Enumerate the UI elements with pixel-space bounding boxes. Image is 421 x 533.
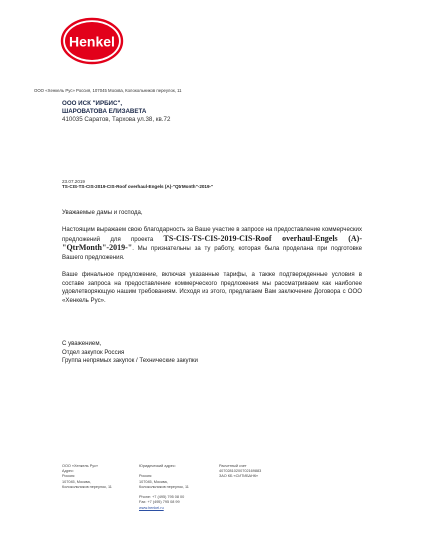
letter-reference: TS-CIS-TS-CIS-2019-CIS-Roof overhaul-Engels (A)-"QtrMonth"-2019-" bbox=[62, 184, 214, 189]
closing-regards: С уважением, bbox=[62, 340, 102, 347]
letter-body bbox=[62, 209, 362, 314]
closing-group: Группа непрямых закупок / Технические закупки bbox=[62, 357, 198, 365]
closing-department: Отдел закупок Россия bbox=[62, 348, 125, 356]
footer-line: Колокольников переулок, 11 bbox=[139, 484, 189, 489]
footer-fax: Fax: +7 (495) 795 08 99 bbox=[139, 500, 180, 505]
recipient-block bbox=[62, 100, 170, 124]
footer-line: Россия bbox=[139, 474, 152, 479]
recipient-address: 410035 Саратов, Тархова ул.38, кв.72 bbox=[62, 116, 171, 123]
greeting: Уважаемые дамы и господа, bbox=[62, 209, 143, 216]
letter-date: 23.07.2019 bbox=[62, 179, 85, 184]
footer-line: Расчетный счет bbox=[219, 464, 247, 468]
paragraph-thanks-end: . Мы признательны за ту работу, которая была проделана при подготовке Вашего предложения. bbox=[62, 245, 362, 261]
recipient-organization: ООО ИСК "ИРБИС", bbox=[62, 100, 123, 107]
footer-line: 107045, Москва, bbox=[62, 479, 91, 484]
recipient-person: ШАРОВАТОВА ЕЛИЗАВЕТА bbox=[62, 108, 147, 115]
henkel-logo bbox=[60, 16, 124, 66]
paragraph-offer: Ваше финальное предложение, включая указанные тарифы, а также подтвержденные условия в составе запроса на предоставление коммерческого предложения мы рассматриваем как наиболее удовлетворяющую нашим требованиям. Исходя из этого, предлагаем Вам заключение Договора с ООО «Хенкель Рус». bbox=[62, 271, 362, 304]
henkel-logo-icon bbox=[60, 16, 124, 66]
footer-website-link[interactable]: www.henkel.ru bbox=[139, 505, 164, 510]
logo-text: Henkel bbox=[69, 33, 115, 50]
footer-line: Россия bbox=[62, 474, 75, 479]
footer-line: 40702810200702169883 bbox=[219, 469, 262, 474]
footer-line: Колокольников переулок, 11 bbox=[62, 484, 112, 489]
closing-block bbox=[62, 340, 198, 366]
paragraph-thanks bbox=[62, 226, 362, 262]
footer-line: ООО «Хенкель Рус» bbox=[62, 464, 99, 468]
footer-phone: Phone: +7 (495) 795 08 00 bbox=[139, 495, 185, 500]
footer-line: Адрес: bbox=[62, 469, 74, 474]
footer-legal-heading: Юридический адрес: bbox=[139, 464, 176, 468]
footer-column-bank bbox=[219, 464, 261, 480]
sender-address-line: ООО «Хенкель Рус» Россия, 107045 Москва, Колокольников переулок, 11 bbox=[34, 88, 182, 93]
paragraph-thanks-start: Настоящим выражаем свою благодарность за Ваше участие в запросе на предоставление коммерческих предложений для проекта bbox=[62, 226, 362, 243]
footer-column-legal bbox=[139, 464, 189, 511]
footer-column-company bbox=[62, 464, 112, 490]
project-name: TS-CIS-TS-CIS-2019-CIS-Roof overhaul-Engels (A)-"QtrMonth"-2019-" bbox=[62, 233, 362, 253]
footer-line: 107045, Москва, bbox=[139, 479, 168, 484]
footer-line: ЗАО КБ «СИТИБАНК» bbox=[219, 474, 259, 479]
